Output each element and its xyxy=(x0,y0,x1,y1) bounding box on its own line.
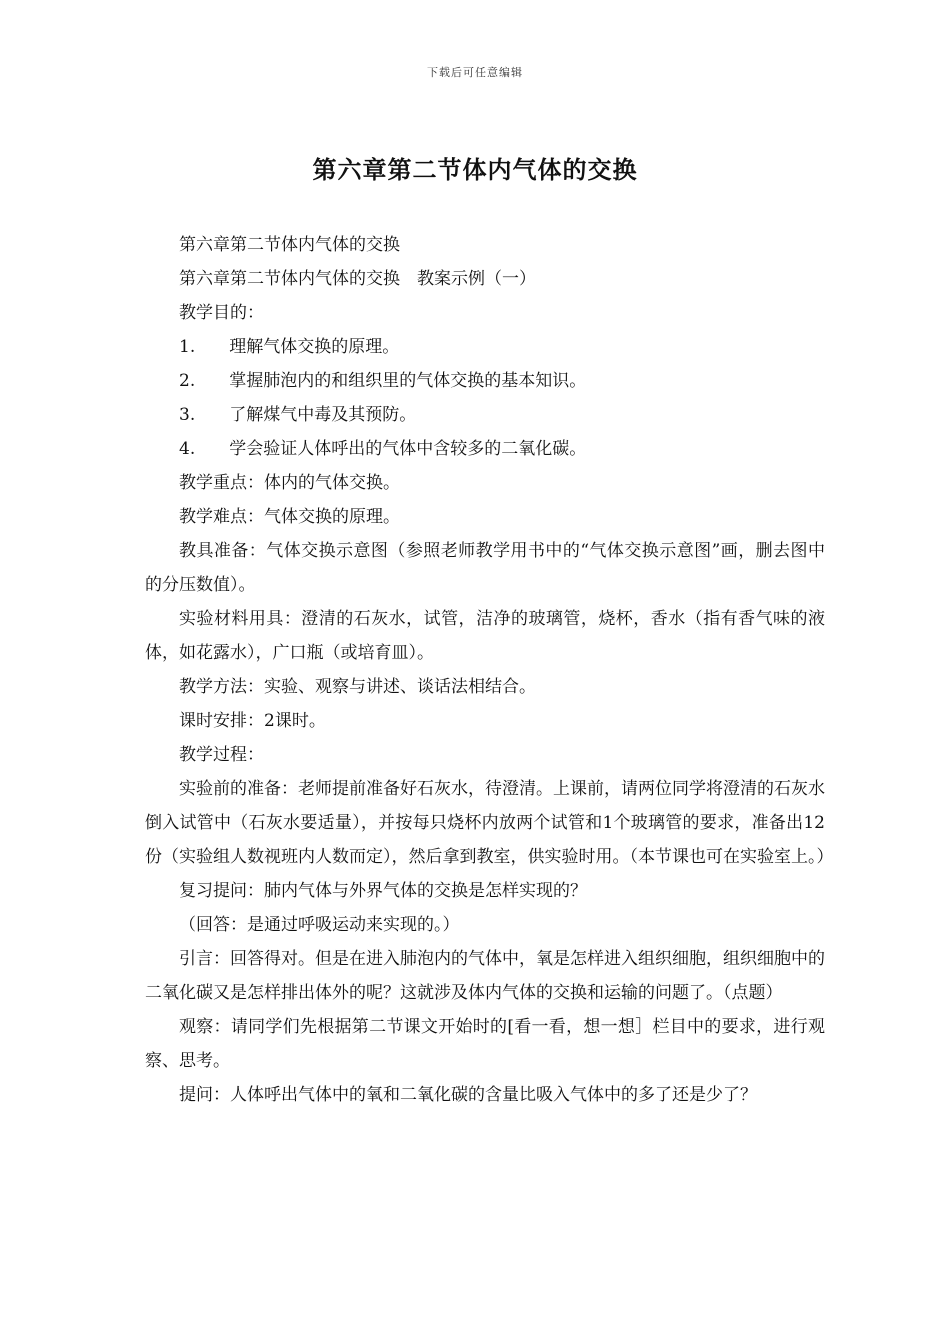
paragraph-goal-3: 3. 了解煤气中毒及其预防。 xyxy=(179,405,417,425)
paragraph-experiment-materials: 实验材料用具：澄清的石灰水，试管，洁净的玻璃管，烧杯，香水（指有香气味的液体，如花露水），广口瓶（或培育皿）。 xyxy=(145,609,825,663)
paragraph-key-point: 教学重点：体内的气体交换。 xyxy=(179,473,400,493)
paragraph-teaching-process-label: 教学过程： xyxy=(179,745,264,765)
header-note: 下载后可任意编辑 xyxy=(427,66,523,79)
paragraph-goal-4: 4. 学会验证人体呼出的气体中含较多的二氧化碳。 xyxy=(179,439,587,459)
paragraph-review-question: 复习提问：肺内气体与外界气体的交换是怎样实现的？ xyxy=(179,881,587,901)
paragraph-review-answer: （回答：是通过呼吸运动来实现的。） xyxy=(179,915,460,935)
document-title: 第六章第二节体内气体的交换 xyxy=(312,155,638,184)
paragraph-chapter-heading: 第六章第二节体内气体的交换 xyxy=(179,235,400,255)
paragraph-teaching-aids: 教具准备：气体交换示意图（参照老师教学用书中的“气体交换示意图”画，删去图中的分压数值）。 xyxy=(145,541,825,595)
document-body xyxy=(145,228,834,1112)
paragraph-teaching-goals-label: 教学目的： xyxy=(179,303,264,323)
paragraph-teaching-methods: 教学方法：实验、观察与讲述、谈话法相结合。 xyxy=(179,677,536,697)
paragraph-lesson-plan-heading: 第六章第二节体内气体的交换 教案示例（一） xyxy=(179,269,536,289)
paragraph-goal-2: 2. 掌握肺泡内的和组织里的气体交换的基本知识。 xyxy=(179,371,587,391)
paragraph-observation: 观察：请同学们先根据第二节课文开始时的[看一看，想一想］栏目中的要求，进行观察、思考。 xyxy=(145,1017,825,1071)
paragraph-difficult-point: 教学难点：气体交换的原理。 xyxy=(179,507,400,527)
paragraph-experiment-preparation: 实验前的准备：老师提前准备好石灰水，待澄清。上课前，请两位同学将澄清的石灰水倒入试管中（石灰水要适量），并按每只烧杯内放两个试管和1个玻璃管的要求，准备出12份（实验组人数视班内人数而定），然后拿到教室，供实验时用。（本节课也可在实验室上。） xyxy=(145,779,834,867)
paragraph-goal-1: 1. 理解气体交换的原理。 xyxy=(179,337,400,357)
paragraph-introduction: 引言：回答得对。但是在进入肺泡内的气体中，氧是怎样进入组织细胞，组织细胞中的二氧化碳又是怎样排出体外的呢？这就涉及体内气体的交换和运输的问题了。（点题） xyxy=(145,949,825,1003)
paragraph-question: 提问：人体呼出气体中的氧和二氧化碳的含量比吸入气体中的多了还是少了？ xyxy=(179,1085,757,1105)
paragraph-class-hours: 课时安排：2课时。 xyxy=(179,711,326,731)
